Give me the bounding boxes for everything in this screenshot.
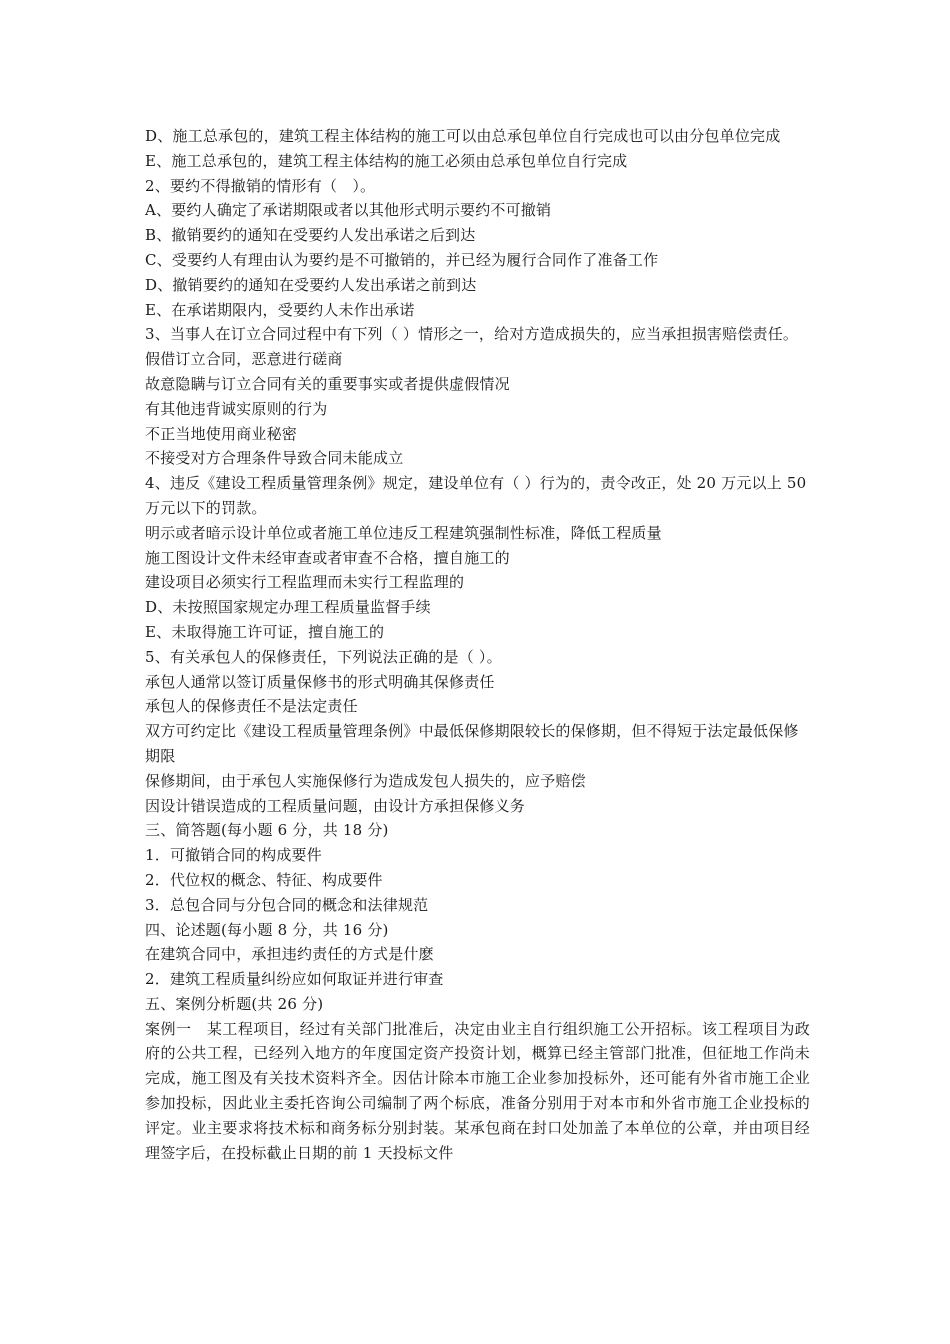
essay-item: 2．建筑工程质量纠纷应如何取证并进行审查 bbox=[145, 970, 444, 989]
text-line: D、施工总承包的，建筑工程主体结构的施工可以由总承包单位自行完成也可以由分包单位完成 bbox=[145, 127, 781, 145]
option-line: A、要约人确定了承诺期限或者以其他形式明示要约不可撤销 bbox=[145, 201, 552, 220]
option-line: B、撤销要约的通知在受要约人发出承诺之后到达 bbox=[145, 226, 476, 245]
option-line: 假借订立合同，恶意进行磋商 bbox=[145, 350, 343, 369]
option-line: 不正当地使用商业秘密 bbox=[145, 424, 298, 443]
short-answer-item: 1．可撤销合同的构成要件 bbox=[145, 846, 322, 865]
option-line: 故意隐瞒与订立合同有关的重要事实或者提供虚假情况 bbox=[145, 374, 510, 393]
document-body bbox=[145, 124, 810, 1165]
option-line: 承包人的保修责任不是法定责任 bbox=[145, 697, 358, 716]
option-line: 双方可约定比《建设工程质量管理条例》中最低保修期限较长的保修期，但不得短于法定最低保修期限 bbox=[145, 722, 799, 765]
option-line: 承包人通常以签订质量保修书的形式明确其保修责任 bbox=[145, 672, 495, 691]
option-line: 建设项目必须实行工程监理而未实行工程监理的 bbox=[145, 573, 465, 592]
option-line: E、在承诺期限内，受要约人未作出承诺 bbox=[145, 300, 415, 319]
text-line: E、施工总承包的，建筑工程主体结构的施工必须由总承包单位自行完成 bbox=[145, 151, 628, 170]
short-answer-item: 3．总包合同与分包合同的概念和法律规范 bbox=[145, 895, 429, 914]
option-line: D、未按照国家规定办理工程质量监督手续 bbox=[145, 598, 431, 617]
short-answer-item: 2．代位权的概念、特征、构成要件 bbox=[145, 870, 383, 889]
essay-item: 在建筑合同中，承担违约责任的方式是什麽 bbox=[145, 945, 434, 964]
section-heading-3: 三、简答题(每小题 6 分，共 18 分) bbox=[145, 821, 389, 840]
question-4: 4、违反《建设工程质量管理条例》规定，建设单位有（ ）行为的，责令改正，处 20 万元以上 50 万元以下的罚款。 bbox=[145, 474, 807, 517]
case-paragraph: 案例一 某工程项目，经过有关部门批准后，决定由业主自行组织施工公开招标。该工程项目为政府的公共工程，已经列入地方的年度国定资产投资计划，概算已经主管部门批准，但征地工作尚未完成，施工图及有关技术资料齐全。因估计除本市施工企业参加投标外，还可能有外省市施工企业参加投标，因此业主委托咨询公司编制了两个标底，准备分别用于对本市和外省市施工企业投标的评定。业主要求将技术标和商务标分别封装。某承包商在封口处加盖了本单位的公章，并由项目经理签字后，在投标截止日期的前 1 天投标文件 bbox=[145, 1019, 810, 1162]
option-line: 施工图设计文件未经审查或者审查不合格，擅自施工的 bbox=[145, 548, 510, 567]
section-heading-5: 五、案例分析题(共 26 分) bbox=[145, 994, 324, 1013]
option-line: D、撤销要约的通知在受要约人发出承诺之前到达 bbox=[145, 275, 477, 294]
option-line: C、受要约人有理由认为要约是不可撤销的，并已经为履行合同作了准备工作 bbox=[145, 250, 659, 269]
option-line: 保修期间，由于承包人实施保修行为造成发包人损失的，应予赔偿 bbox=[145, 771, 586, 790]
option-line: E、未取得施工许可证，擅自施工的 bbox=[145, 622, 385, 641]
section-heading-4: 四、论述题(每小题 8 分，共 16 分) bbox=[145, 920, 389, 939]
option-line: 因设计错误造成的工程质量问题，由设计方承担保修义务 bbox=[145, 796, 526, 815]
question-5: 5、有关承包人的保修责任，下列说法正确的是（ ）。 bbox=[145, 647, 502, 666]
option-line: 明示或者暗示设计单位或者施工单位违反工程建筑强制性标准，降低工程质量 bbox=[145, 523, 662, 542]
option-line: 有其他违背诚实原则的行为 bbox=[145, 399, 328, 418]
option-line: 不接受对方合理条件导致合同未能成立 bbox=[145, 449, 404, 468]
question-2: 2、要约不得撤销的情形有（ ）。 bbox=[145, 176, 376, 195]
question-3: 3、当事人在订立合同过程中有下列（ ）情形之一，给对方造成损失的，应当承担损害赔偿责任。 bbox=[145, 325, 799, 344]
